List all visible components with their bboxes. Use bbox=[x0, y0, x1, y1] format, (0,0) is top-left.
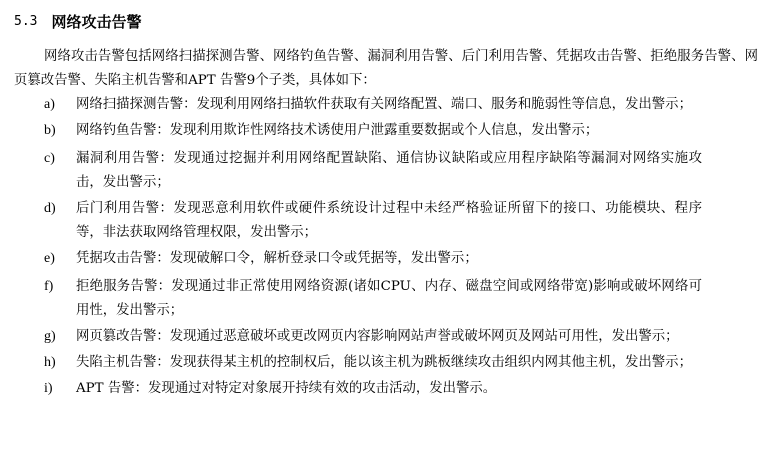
list-marker: h) bbox=[44, 355, 56, 370]
list-item-text: 后门利用告警：发现恶意利用软件或硬件系统设计过程中未经严格验证所留下的接口、功能模块、程序等，非法获取网络管理权限，发出警示； bbox=[76, 201, 702, 240]
section-title: 网络攻击告警 bbox=[51, 12, 142, 31]
list-item-e bbox=[0, 247, 702, 271]
list-item-text: 失陷主机告警：发现获得某主机的控制权后，能以该主机为跳板继续攻击组织内网其他主机，发出警示； bbox=[76, 355, 692, 370]
list-item-a bbox=[0, 93, 702, 117]
list-marker: a) bbox=[44, 97, 55, 112]
list-item-text: 拒绝服务告警：发现通过非正常使用网络资源(诸如CPU、内存、磁盘空间或网络带宽)影响或破坏网络可用性，发出警示； bbox=[76, 279, 702, 318]
list-marker: d) bbox=[44, 201, 56, 216]
list-item-c bbox=[0, 147, 702, 195]
list-item-text: 漏洞利用告警：发现通过挖掘并利用网络配置缺陷、通信协议缺陷或应用程序缺陷等漏洞对网络实施攻击，发出警示； bbox=[76, 151, 702, 190]
list-marker: g) bbox=[44, 329, 56, 344]
list-item-d bbox=[0, 197, 702, 245]
intro-paragraph: 网络攻击告警包括网络扫描探测告警、网络钓鱼告警、漏洞利用告警、后门利用告警、凭据攻击告警、拒绝服务告警、网页篡改告警、失陷主机告警和APT 告警9个子类，具体如下： bbox=[14, 49, 758, 88]
list-marker: e) bbox=[44, 251, 55, 266]
list-item-text: 凭据攻击告警：发现破解口令，解析登录口令或凭据等，发出警示； bbox=[76, 251, 478, 266]
list-item-h bbox=[0, 351, 702, 375]
list-marker: i) bbox=[44, 381, 53, 396]
list-item-i bbox=[0, 377, 702, 401]
list-item-text: 网络扫描探测告警：发现利用网络扫描软件获取有关网络配置、端口、服务和脆弱性等信息，发出警示； bbox=[76, 97, 692, 112]
list-item-f bbox=[0, 275, 702, 323]
list-marker: c) bbox=[44, 151, 55, 166]
list-item-b bbox=[0, 119, 702, 143]
list-item-g bbox=[0, 325, 702, 349]
list-item-text: APT 告警：发现通过对特定对象展开持续有效的攻击活动，发出警示。 bbox=[76, 381, 497, 396]
section-heading bbox=[14, 9, 142, 33]
list-marker: f) bbox=[44, 279, 54, 294]
list-item-text: 网页篡改告警：发现通过恶意破坏或更改网页内容影响网站声誉或破坏网页及网站可用性，发出警示； bbox=[76, 329, 679, 344]
list-marker: b) bbox=[44, 123, 56, 138]
alert-subtype-list bbox=[0, 93, 773, 405]
list-item-text: 网络钓鱼告警：发现利用欺诈性网络技术诱使用户泄露重要数据或个人信息，发出警示； bbox=[76, 123, 599, 138]
section-number: 5.3 bbox=[14, 13, 38, 29]
